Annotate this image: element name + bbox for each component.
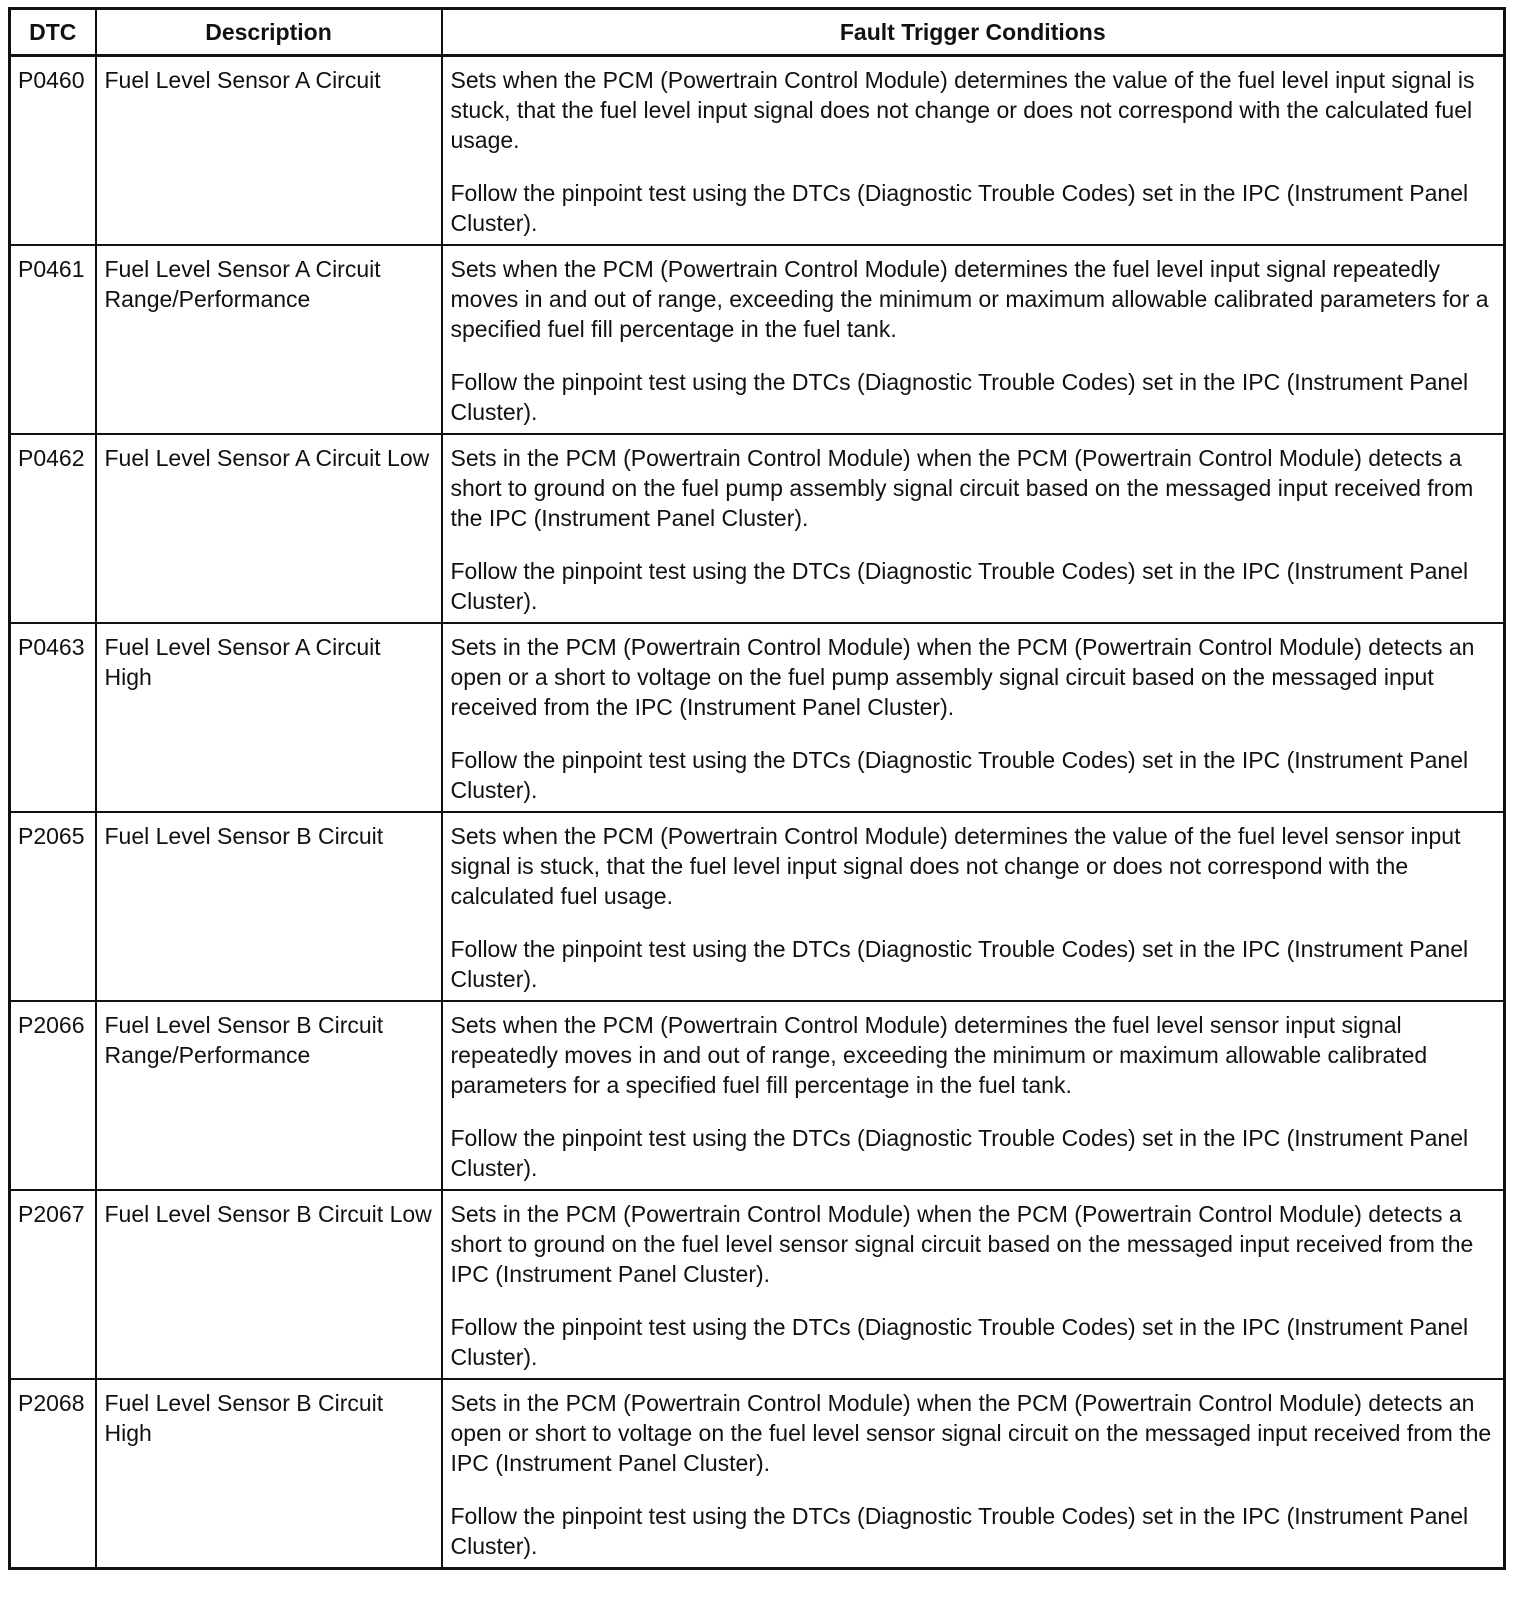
fault-conditions [442,812,1505,1001]
condition-text: Sets in the PCM (Powertrain Control Module) when the PCM (Powertrain Control Module) detects a short to ground on the fuel pump assembly signal circuit based on the messaged input received from the IPC (Instrument Panel Cluster). [450,445,1474,531]
dtc-description: Fuel Level Sensor B Circuit High [96,1379,442,1569]
fault-conditions [442,623,1505,812]
condition-text: Sets when the PCM (Powertrain Control Module) determines the fuel level sensor input signal repeatedly moves in and out of range, exceeding the minimum or maximum allowable calibrated parameters for a specified fuel fill percentage in the fuel tank. [450,1012,1428,1098]
table-row [10,812,1505,1001]
condition-text: Sets in the PCM (Powertrain Control Module) when the PCM (Powertrain Control Module) detects an open or a short to voltage on the fuel pump assembly signal circuit based on the messaged input received from the IPC (Instrument Panel Cluster). [450,634,1475,720]
dtc-code: P0460 [10,56,96,246]
fault-conditions [442,434,1505,623]
table-row [10,1190,1505,1379]
table-row [10,1379,1505,1569]
follow-text: Follow the pinpoint test using the DTCs (Diagnostic Trouble Codes) set in the IPC (Instrument Panel Cluster). [450,1314,1469,1370]
table-header [10,9,1505,56]
dtc-description: Fuel Level Sensor A Circuit High [96,623,442,812]
dtc-code: P0463 [10,623,96,812]
dtc-code: P2065 [10,812,96,1001]
condition-text: Sets when the PCM (Powertrain Control Module) determines the value of the fuel level sensor input signal is stuck, that the fuel level input signal does not change or does not correspond with the calculated fuel usage. [450,823,1461,909]
dtc-description: Fuel Level Sensor A Circuit Range/Performance [96,245,442,434]
dtc-code: P0462 [10,434,96,623]
table-row [10,623,1505,812]
follow-text: Follow the pinpoint test using the DTCs (Diagnostic Trouble Codes) set in the IPC (Instrument Panel Cluster). [450,1503,1469,1559]
dtc-code: P0461 [10,245,96,434]
header-conditions: Fault Trigger Conditions [442,9,1505,56]
dtc-code: P2067 [10,1190,96,1379]
dtc-description: Fuel Level Sensor B Circuit [96,812,442,1001]
dtc-table [8,7,1506,1570]
fault-conditions [442,56,1505,246]
dtc-code: P2066 [10,1001,96,1190]
follow-text: Follow the pinpoint test using the DTCs (Diagnostic Trouble Codes) set in the IPC (Instrument Panel Cluster). [450,369,1469,425]
follow-text: Follow the pinpoint test using the DTCs (Diagnostic Trouble Codes) set in the IPC (Instrument Panel Cluster). [450,936,1469,992]
follow-text: Follow the pinpoint test using the DTCs (Diagnostic Trouble Codes) set in the IPC (Instrument Panel Cluster). [450,1125,1469,1181]
header-row [10,9,1505,56]
table-row [10,434,1505,623]
follow-text: Follow the pinpoint test using the DTCs (Diagnostic Trouble Codes) set in the IPC (Instrument Panel Cluster). [450,180,1469,236]
dtc-description: Fuel Level Sensor B Circuit Range/Performance [96,1001,442,1190]
fault-conditions [442,1190,1505,1379]
follow-text: Follow the pinpoint test using the DTCs (Diagnostic Trouble Codes) set in the IPC (Instrument Panel Cluster). [450,558,1469,614]
condition-text: Sets in the PCM (Powertrain Control Module) when the PCM (Powertrain Control Module) detects a short to ground on the fuel level sensor signal circuit based on the messaged input received from the IPC (Instrument Panel Cluster). [450,1201,1474,1287]
fault-conditions [442,1001,1505,1190]
fault-conditions [442,245,1505,434]
follow-text: Follow the pinpoint test using the DTCs (Diagnostic Trouble Codes) set in the IPC (Instrument Panel Cluster). [450,747,1469,803]
condition-text: Sets in the PCM (Powertrain Control Module) when the PCM (Powertrain Control Module) detects an open or short to voltage on the fuel level sensor signal circuit on the messaged input received from the IPC (Instrument Panel Cluster). [450,1390,1492,1476]
dtc-description: Fuel Level Sensor A Circuit Low [96,434,442,623]
header-dtc: DTC [10,9,96,56]
table-row [10,245,1505,434]
condition-text: Sets when the PCM (Powertrain Control Module) determines the fuel level input signal repeatedly moves in and out of range, exceeding the minimum or maximum allowable calibrated parameters for a specified fuel fill percentage in the fuel tank. [450,256,1489,342]
table-body [10,56,1505,1569]
header-description: Description [96,9,442,56]
dtc-description: Fuel Level Sensor A Circuit [96,56,442,246]
condition-text: Sets when the PCM (Powertrain Control Module) determines the value of the fuel level input signal is stuck, that the fuel level input signal does not change or does not correspond with the calculated fuel usage. [450,67,1475,153]
table-row [10,56,1505,246]
dtc-code: P2068 [10,1379,96,1569]
fault-conditions [442,1379,1505,1569]
table-row [10,1001,1505,1190]
dtc-description: Fuel Level Sensor B Circuit Low [96,1190,442,1379]
